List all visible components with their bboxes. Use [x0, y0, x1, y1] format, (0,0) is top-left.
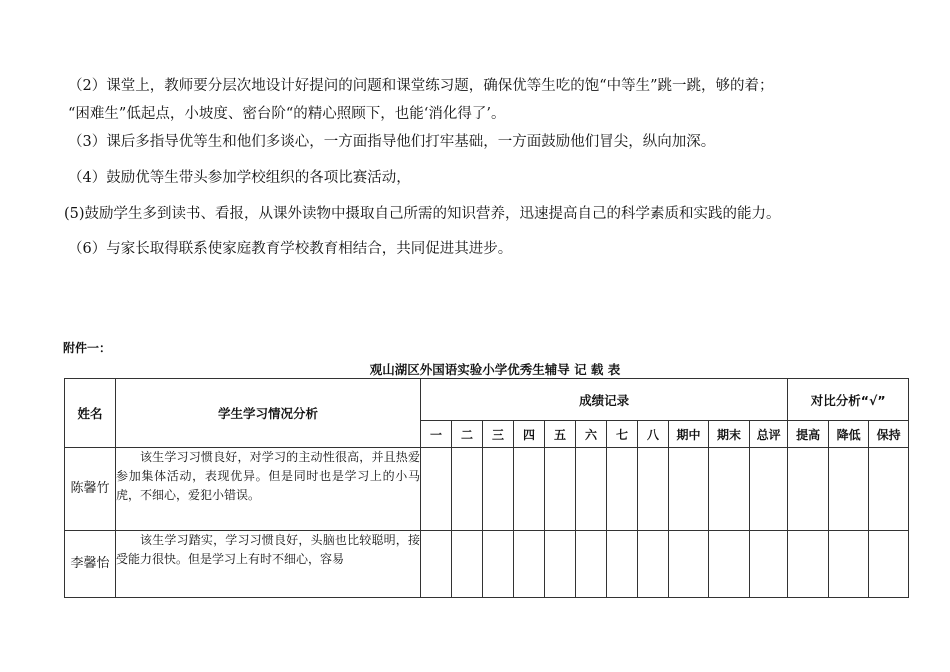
table-row: [65, 448, 909, 531]
compare-cell: [788, 448, 829, 531]
table-title: 观山湖区外国语实验小学优秀生辅导 记 载 表: [369, 362, 621, 377]
score-cell: [514, 448, 545, 531]
score-col-3: 三: [483, 421, 514, 448]
paragraph-3: （3）课后多指导优等生和他们多谈心，一方面指导他们打牢基础，一方面鼓励他们冒尖，纵向加深。: [68, 134, 716, 150]
table-row: [65, 531, 909, 598]
score-col-5: 五: [545, 421, 576, 448]
score-col-7: 七: [607, 421, 638, 448]
score-cell: [545, 531, 576, 598]
record-table: [64, 378, 909, 598]
compare-col-maintain: 保持: [869, 421, 909, 448]
score-col-overall: 总评: [750, 421, 788, 448]
paragraph-2-line-1: （2）课堂上，教师要分层次地设计好提问的问题和课堂练习题，确保优等生吃的饱“中等生”跳一跳，够的着；: [68, 78, 774, 94]
score-col-final: 期末: [709, 421, 750, 448]
score-cell: [638, 448, 669, 531]
score-cell: [709, 448, 750, 531]
score-cell: [483, 448, 514, 531]
student-name: 陈馨竹: [65, 448, 116, 531]
score-cell: [452, 448, 483, 531]
score-cell: [576, 531, 607, 598]
compare-cell: [869, 448, 909, 531]
score-col-4: 四: [514, 421, 545, 448]
score-cell: [483, 531, 514, 598]
score-cell: [750, 448, 788, 531]
score-cell: [750, 531, 788, 598]
score-cell: [669, 531, 709, 598]
score-cell: [607, 531, 638, 598]
score-cell: [514, 531, 545, 598]
header-row: [65, 379, 909, 421]
score-cell: [421, 531, 452, 598]
attachment-label: 附件一：: [63, 341, 112, 355]
score-col-6: 六: [576, 421, 607, 448]
compare-col-improve: 提高: [788, 421, 829, 448]
score-col-8: 八: [638, 421, 669, 448]
score-cell: [709, 531, 750, 598]
score-cell: [421, 448, 452, 531]
score-cell: [576, 448, 607, 531]
paragraph-6: （6）与家长取得联系使家庭教育学校教育相结合，共同促进其进步。: [68, 241, 513, 257]
header-analysis: 学生学习情况分析: [116, 379, 421, 448]
compare-cell: [869, 531, 909, 598]
header-scores: 成绩记录: [421, 379, 788, 421]
score-col-midterm: 期中: [669, 421, 709, 448]
compare-cell: [829, 448, 869, 531]
score-col-2: 二: [452, 421, 483, 448]
score-col-1: 一: [421, 421, 452, 448]
score-cell: [607, 448, 638, 531]
header-compare: 对比分析“√”: [788, 379, 909, 421]
student-analysis: 该生学习习惯良好，对学习的主动性很高，并且热爱参加集体活动，表现优异。但是同时也是学习上的小马虎，不细心，爱犯小错误。: [116, 448, 421, 531]
score-cell: [452, 531, 483, 598]
paragraph-4: （4）鼓励优等生带头参加学校组织的各项比赛活动，: [68, 170, 411, 186]
score-cell: [545, 448, 576, 531]
score-cell: [638, 531, 669, 598]
student-name: 李馨怡: [65, 531, 116, 598]
score-cell: [669, 448, 709, 531]
paragraph-5: (5)鼓励学生多到读书、看报，从课外读物中摄取自己所需的知识营养，迅速提高自己的科学素质和实践的能力。: [64, 206, 781, 222]
compare-cell: [788, 531, 829, 598]
compare-cell: [829, 531, 869, 598]
compare-col-decline: 降低: [829, 421, 869, 448]
student-analysis: 该生学习踏实，学习习惯良好，头脑也比较聪明，接受能力很快。但是学习上有时不细心，容易: [116, 531, 421, 598]
header-name: 姓名: [65, 379, 116, 448]
paragraph-2-line-2: “困难生”低起点，小坡度、密台阶“的精心照顾下，也能‘消化得了’。: [68, 106, 506, 122]
